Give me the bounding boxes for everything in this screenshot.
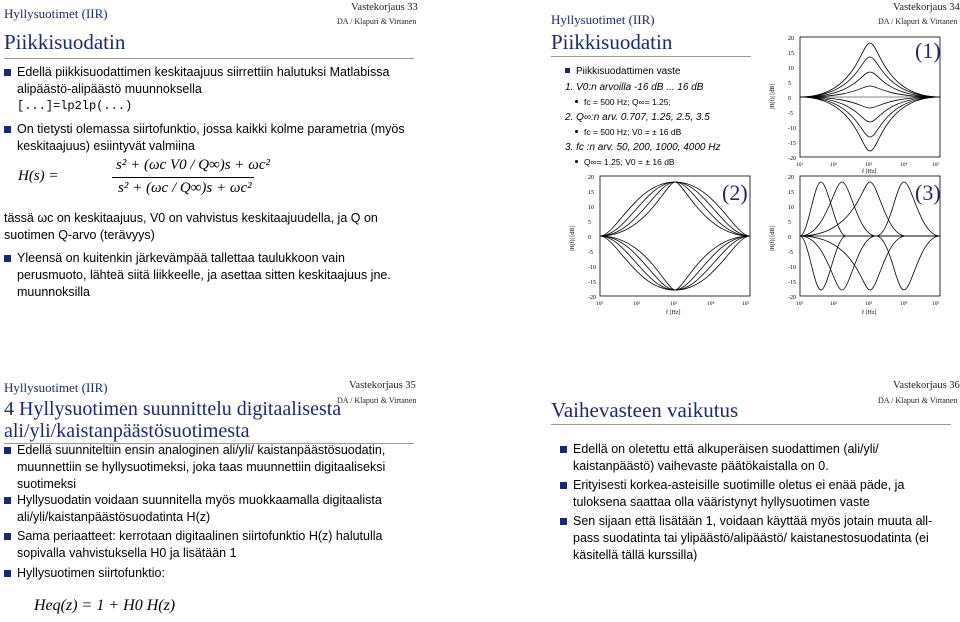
slide-number: Vastekorjaus 34 — [893, 2, 960, 13]
y-tick-label: -15 — [588, 280, 596, 286]
bullet — [4, 565, 404, 582]
y-tick-label: 10 — [588, 205, 594, 211]
explanation-text: tässä ωc on keskitaajuus, V0 on vahvistus keskitaajuudella, ja Q on suotimen Q-arvo (terävyys) — [4, 211, 378, 242]
y-tick-label: 5 — [588, 220, 591, 226]
sub-item-text: Q∞= 1.25; V0 = ± 16 dB — [584, 157, 675, 167]
bullet-icon — [4, 255, 11, 262]
bullet-icon — [4, 570, 11, 577]
bullet — [4, 250, 409, 301]
y-tick-label: 15 — [788, 51, 794, 57]
x-axis-label: f [Hz] — [666, 310, 681, 316]
slide-header: Hyllysuotimet (IIR) — [551, 12, 655, 27]
frequency-response-plot-2 — [566, 166, 762, 316]
bullet-icon — [575, 100, 578, 103]
slide-title-line-2: ali/yli/kaistanpäästösuotimesta — [4, 420, 250, 442]
slide-number: Vastekorjaus 36 — [893, 380, 960, 391]
bullet-text: Edellä piikkisuodattimen keskitaajuus siirrettiin halutuksi Matlabissa alipäästö-alipäästö muunnoksella — [17, 65, 390, 96]
bullet-icon — [575, 160, 578, 163]
title-rule — [551, 56, 751, 57]
x-tick-label: 10⁴ — [900, 301, 908, 307]
bullet-icon — [4, 533, 11, 540]
bullet — [4, 528, 404, 562]
bullet-icon — [4, 126, 11, 133]
title-rule — [551, 424, 951, 425]
y-tick-label: -10 — [588, 265, 596, 271]
x-axis-label: f [Hz] — [862, 169, 877, 174]
bullet-icon — [565, 68, 570, 73]
y-tick-label: 0 — [588, 235, 591, 241]
equation-denominator: s² + (ωc / Q∞)s + ωc² — [118, 180, 252, 196]
x-tick-label: 10³ — [670, 301, 678, 307]
bullet — [4, 492, 404, 526]
bullet — [560, 513, 940, 564]
bullet-icon — [575, 130, 578, 133]
y-tick-label: -10 — [788, 265, 796, 271]
bullet-text: Sama periaatteet: kerrotaan digitaalinen siirtofunktio H(z) halutulla sopivalla vahvistuksella H0 ja lisätään 1 — [17, 529, 383, 560]
bullet — [560, 441, 940, 475]
y-axis-label: |H(f)| [dB] — [570, 225, 576, 251]
slide-number: Vastekorjaus 35 — [349, 380, 416, 391]
plot-label: (3) — [915, 180, 941, 205]
bullet-icon — [4, 497, 11, 504]
x-tick-label: 10² — [830, 162, 838, 168]
title-rule — [4, 58, 414, 59]
bullet-text: Edellä on oletettu että alkuperäisen suodattimen (ali/yli/ kaistanpäästö) vaihevaste päätökaistalla on 0. — [573, 442, 879, 473]
bullet-icon — [560, 518, 567, 525]
y-tick-label: -15 — [788, 280, 796, 286]
y-tick-label: 15 — [788, 190, 794, 196]
slide-authors: DA / Klapuri & Virtanen — [337, 17, 417, 26]
slide-title: Piikkisuodatin — [4, 30, 126, 54]
x-tick-label: 10⁴ — [707, 301, 715, 307]
y-axis-label: |H(f)| [dB] — [770, 83, 776, 109]
x-tick-label: 10¹ — [796, 162, 804, 168]
y-axis-label: |H(f)| [dB] — [770, 225, 776, 251]
y-ticks — [788, 36, 796, 162]
slide-title: Piikkisuodatin — [551, 30, 673, 54]
slide-number: Vastekorjaus 33 — [351, 2, 418, 13]
slide-title: Vaihevasteen vaikutus — [551, 398, 739, 422]
x-tick-label: 10³ — [865, 301, 873, 307]
y-tick-label: 20 — [788, 36, 794, 42]
x-tick-label: 10³ — [865, 162, 873, 168]
y-tick-label: 15 — [588, 190, 594, 196]
y-ticks — [588, 175, 596, 301]
sub-item — [575, 97, 671, 108]
slide-header: Hyllysuotimet (IIR) — [4, 380, 108, 395]
y-tick-label: -20 — [788, 156, 796, 162]
bullet-code: [...]=lp2lp(...) — [17, 99, 133, 113]
sub-item-text: fc = 500 Hz; Q∞= 1.25; — [584, 97, 671, 107]
x-tick-label: 10⁵ — [932, 162, 940, 168]
response-curves — [600, 182, 750, 290]
bullet-text: Piikkisuodattimen vaste — [576, 66, 681, 77]
slide-title-line-1: 4 Hyllysuotimen suunnittelu digitaalisesta — [4, 398, 342, 420]
x-tick-label: 10¹ — [796, 301, 804, 307]
y-tick-label: -5 — [788, 111, 793, 117]
plot-label: (2) — [722, 180, 748, 205]
plot-frame — [600, 176, 750, 296]
x-tick-label: 10⁵ — [742, 301, 750, 307]
bullet-text: Edellä suunniteltiin ensin analoginen ali/yli/ kaistanpäästösuodatin, muunnettiin se hyllysuotimeksi, joka taas muunnettiin digitaaliseksi suotimeksi — [17, 443, 386, 491]
bullet — [4, 121, 409, 155]
y-tick-label: -20 — [788, 295, 796, 301]
bullet-text: On tietysti olemassa siirtofunktio, jossa kaikki kolme parametria (myös keskitaajuus) esiintyvät valmiina — [17, 122, 405, 153]
x-tick-label: 10⁵ — [932, 301, 940, 307]
bullet-text: Erityisesti korkea-asteisille suotimille oletus ei enää päde, ja tuloksena saattaa olla vääristynyt hyllysuotimen vaste — [573, 478, 905, 509]
frequency-response-plot-1 — [766, 26, 956, 174]
equation: Heq(z) = 1 + H0 H(z) — [34, 597, 176, 614]
x-tick-label: 10⁴ — [900, 162, 908, 168]
bullet-icon — [4, 69, 11, 76]
y-ticks — [788, 175, 796, 301]
frequency-response-plot-3 — [766, 166, 956, 316]
bullet — [565, 65, 765, 78]
bullet — [4, 442, 404, 493]
y-tick-label: -20 — [588, 295, 596, 301]
y-tick-label: 10 — [788, 66, 794, 72]
y-tick-label: 5 — [788, 81, 791, 87]
y-tick-label: -5 — [788, 250, 793, 256]
list-item: 1. V0:n arvoilla -16 dB ... 16 dB — [565, 82, 704, 93]
list-item: 2. Q∞:n arv. 0.707, 1.25, 2.5, 3.5 — [565, 112, 710, 123]
bullet-icon — [560, 446, 567, 453]
sub-item — [575, 127, 681, 138]
list-item: 3. fc :n arv. 50, 200, 1000, 4000 Hz — [565, 142, 721, 153]
bullet — [560, 477, 940, 511]
x-ticks — [796, 301, 940, 307]
x-axis-label: f [Hz] — [862, 310, 877, 316]
equation-lhs: H(s) = — [18, 168, 59, 184]
bullet-text: Sen sijaan että lisätään 1, voidaan käyttää myös jotain muuta all-pass suodatinta tai ylipäästö/alipäästö/ kaistanestosuodatinta (ei käsitellä tällä kurssilla) — [573, 514, 933, 562]
slide-authors: DA / Klapuri & Virtanen — [878, 396, 958, 405]
fraction-bar — [112, 177, 254, 178]
y-tick-label: 0 — [788, 96, 791, 102]
y-tick-label: -15 — [788, 141, 796, 147]
y-tick-label: -5 — [588, 250, 593, 256]
bullet-text: Yleensä on kuitenkin järkevämpää tallettaa taulukkoon vain perusmuoto, lähteä siitä liikkeelle, ja asettaa sitten keskitaajuus jne. muunnoksilla — [17, 251, 391, 299]
bullet-text: Hyllysuodatin voidaan suunnitella myös muokkaamalla digitaalista ali/yli/kaistanpäästösuodatinta H(z) — [17, 493, 382, 524]
bullet-text: Hyllysuotimen siirtofunktio: — [17, 566, 165, 580]
response-curves — [800, 182, 940, 290]
plot-label: (1) — [915, 38, 941, 63]
sub-item-text: fc = 500 Hz; V0 = ± 16 dB — [584, 127, 682, 137]
y-tick-label: 20 — [788, 175, 794, 181]
bullet-icon — [4, 447, 11, 454]
y-tick-label: 20 — [588, 175, 594, 181]
equation-numerator: s² + (ωc V0 / Q∞)s + ωc² — [116, 157, 271, 173]
y-tick-label: 0 — [788, 235, 791, 241]
y-tick-label: 10 — [788, 205, 794, 211]
slide-authors: DA / Klapuri & Virtanen — [337, 396, 417, 405]
bullet-icon — [560, 482, 567, 489]
slide-header: Hyllysuotimet (IIR) — [4, 6, 108, 21]
slide-authors: DA / Klapuri & Virtanen — [878, 17, 958, 26]
x-ticks — [596, 301, 750, 307]
y-tick-label: -10 — [788, 126, 796, 132]
bullet — [4, 64, 409, 115]
y-tick-label: 5 — [788, 220, 791, 226]
x-tick-label: 10¹ — [596, 301, 604, 307]
x-tick-label: 10² — [633, 301, 641, 307]
x-tick-label: 10² — [830, 301, 838, 307]
